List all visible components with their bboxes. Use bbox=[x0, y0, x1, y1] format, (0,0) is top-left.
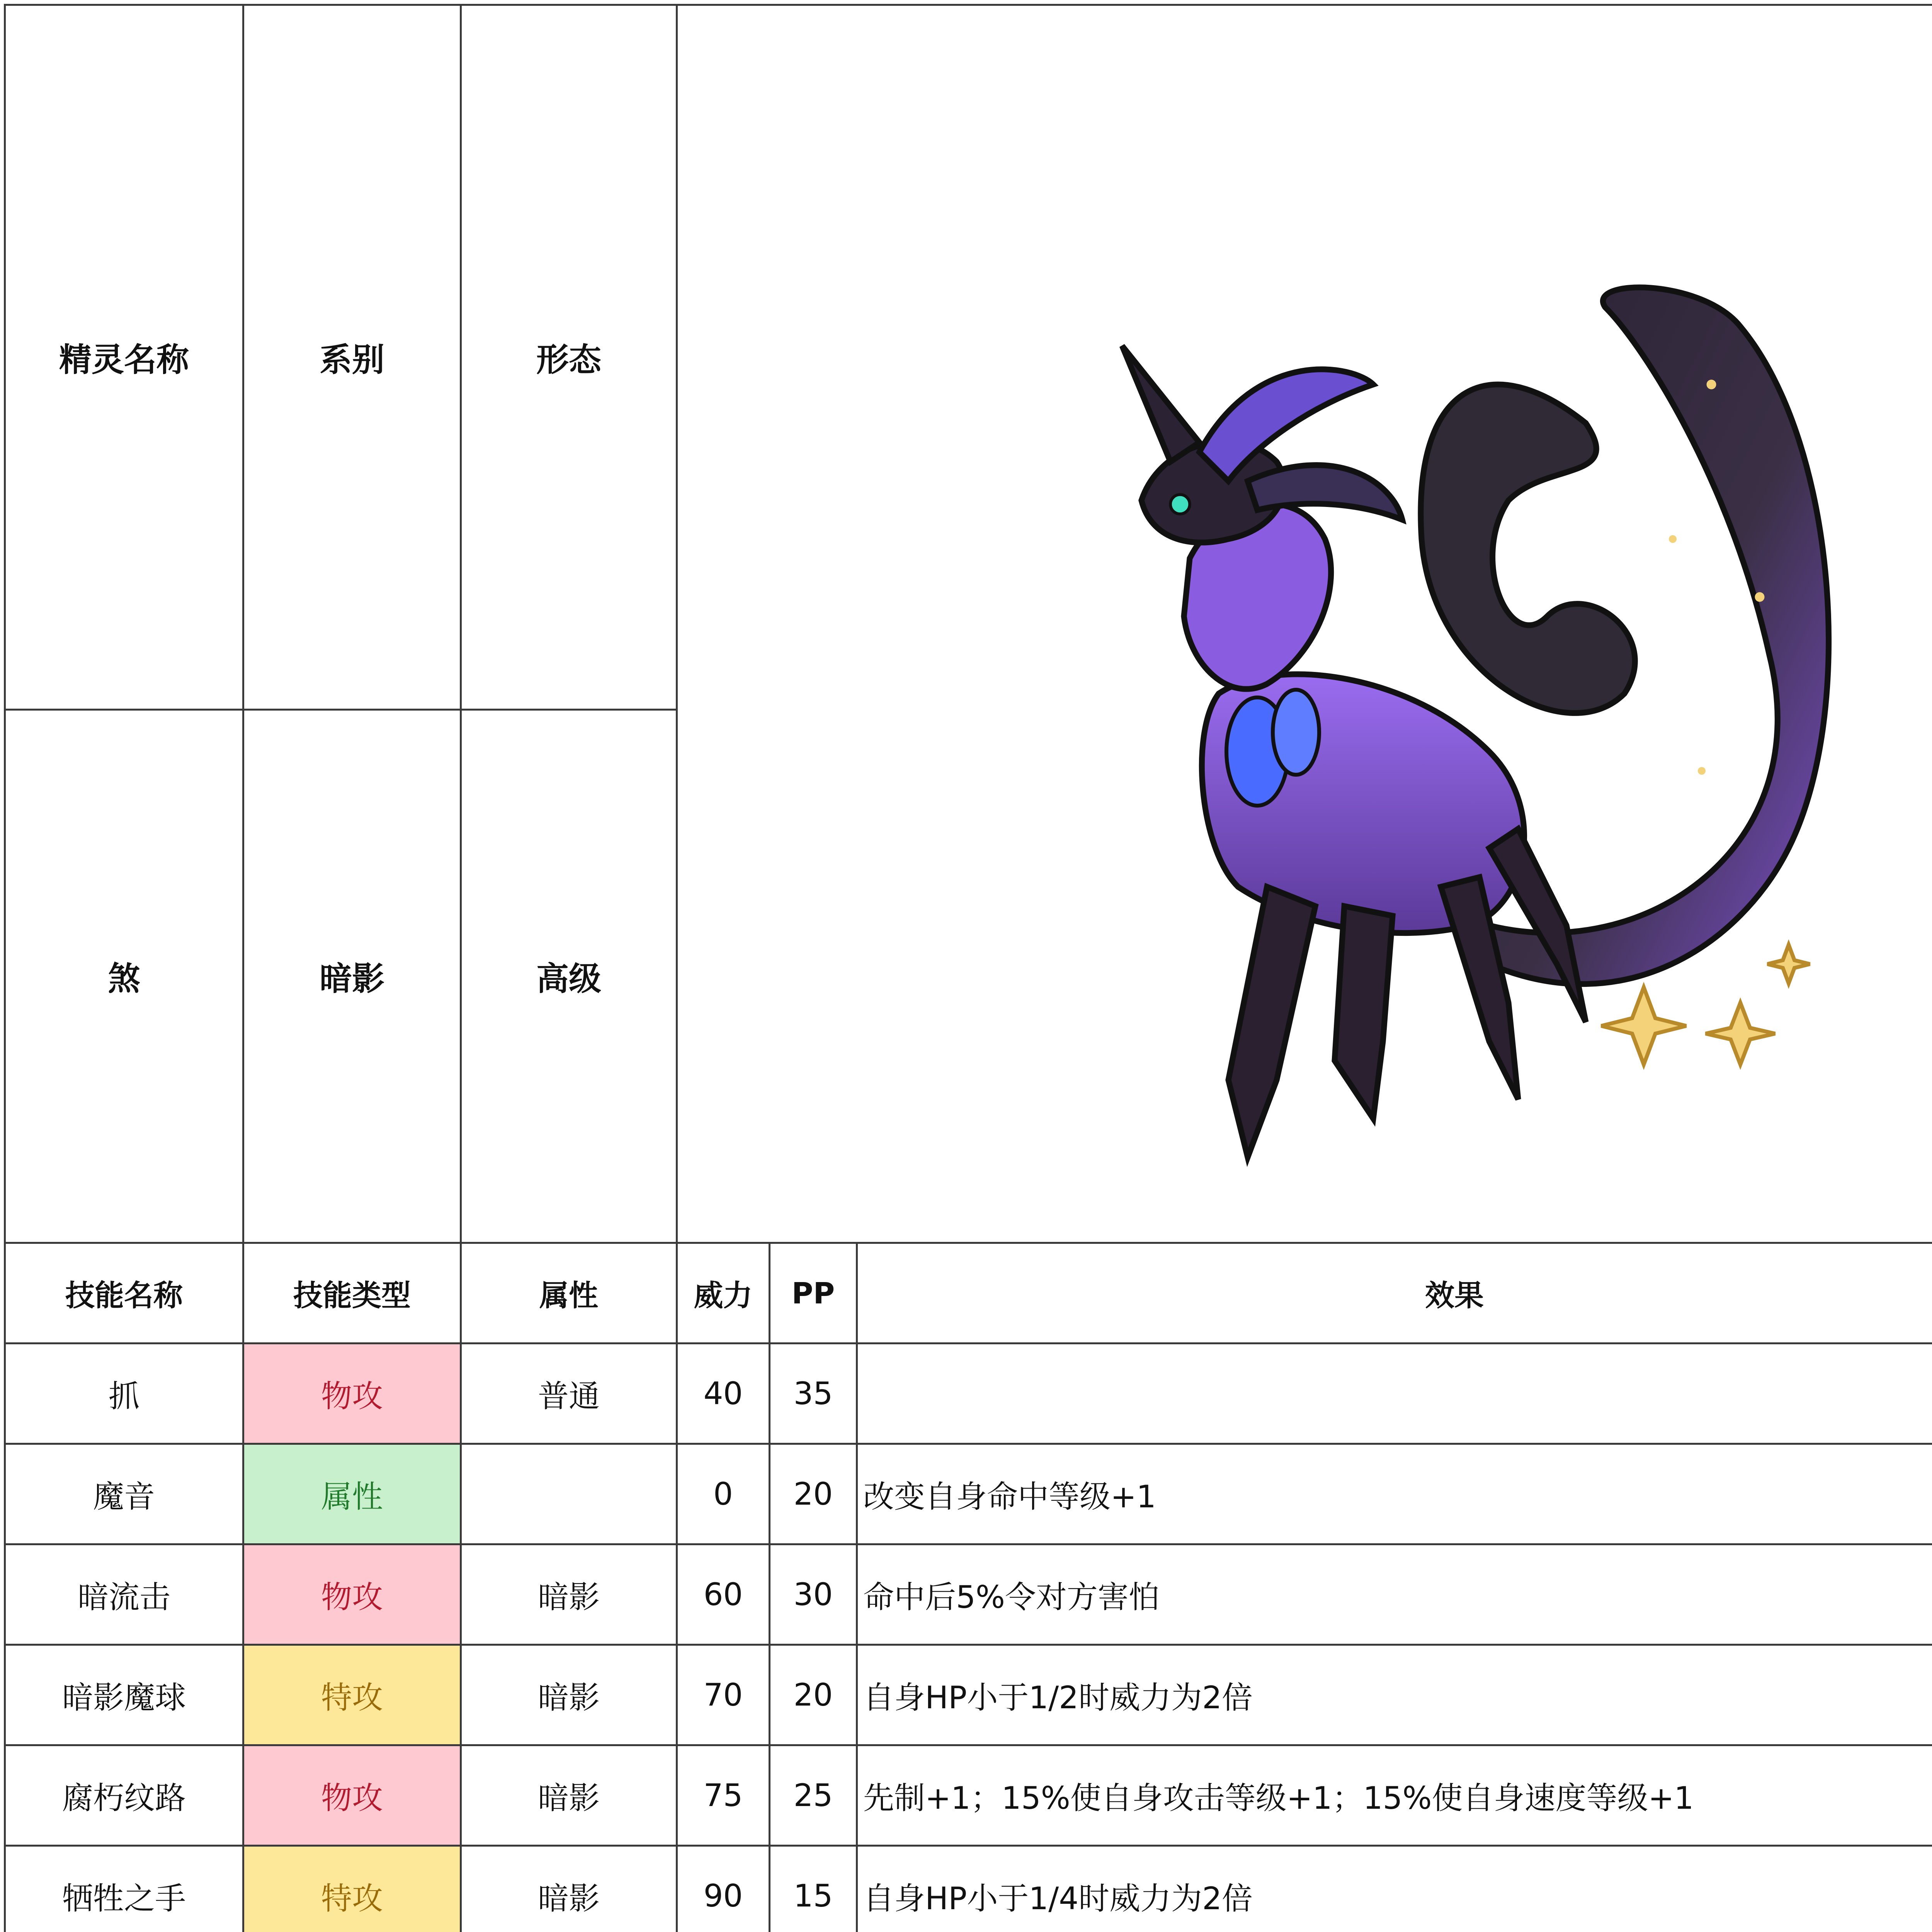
skill-name: 暗流击 bbox=[5, 1544, 243, 1645]
skill-pp: 30 bbox=[770, 1544, 857, 1645]
skill-row bbox=[5, 1846, 1932, 1932]
skill-name: 抓 bbox=[5, 1344, 243, 1444]
skill-effect: 自身HP小于1/2时威力为2倍 bbox=[857, 1645, 1932, 1745]
col-pp: PP bbox=[770, 1243, 857, 1344]
skill-power: 90 bbox=[677, 1846, 770, 1932]
skill-name: 牺牲之手 bbox=[5, 1846, 243, 1932]
skill-element: 暗影 bbox=[461, 1544, 677, 1645]
skill-kind: 物攻 bbox=[243, 1544, 461, 1645]
skill-kind: 特攻 bbox=[243, 1645, 461, 1745]
dark-fox-creature-icon bbox=[1006, 269, 1856, 1177]
spirit-type: 暗影 bbox=[243, 710, 461, 1243]
skill-element bbox=[461, 1444, 677, 1544]
skill-pp: 20 bbox=[770, 1645, 857, 1745]
col-skill-kind: 技能类型 bbox=[243, 1243, 461, 1344]
skill-effect bbox=[857, 1344, 1932, 1444]
skill-kind: 物攻 bbox=[243, 1344, 461, 1444]
skill-name: 腐朽纹路 bbox=[5, 1745, 243, 1846]
skill-pp: 25 bbox=[770, 1745, 857, 1846]
spirit-sheet bbox=[4, 4, 1932, 1932]
col-effect: 效果 bbox=[857, 1243, 1932, 1344]
skill-power: 60 bbox=[677, 1544, 770, 1645]
info-header-row bbox=[5, 5, 1932, 710]
skills-header-row bbox=[5, 1243, 1932, 1344]
skill-pp: 20 bbox=[770, 1444, 857, 1544]
skill-row bbox=[5, 1745, 1932, 1846]
skill-power: 40 bbox=[677, 1344, 770, 1444]
skill-effect: 自身HP小于1/4时威力为2倍 bbox=[857, 1846, 1932, 1932]
skill-effect: 先制+1；15%使自身攻击等级+1；15%使自身速度等级+1 bbox=[857, 1745, 1932, 1846]
header-spirit-name: 精灵名称 bbox=[5, 5, 243, 710]
skill-element: 普通 bbox=[461, 1344, 677, 1444]
skill-name: 魔音 bbox=[5, 1444, 243, 1544]
skill-element: 暗影 bbox=[461, 1745, 677, 1846]
skill-effect: 命中后5%令对方害怕 bbox=[857, 1544, 1932, 1645]
skill-kind: 属性 bbox=[243, 1444, 461, 1544]
skill-kind: 特攻 bbox=[243, 1846, 461, 1932]
skill-kind: 物攻 bbox=[243, 1745, 461, 1846]
skill-row bbox=[5, 1544, 1932, 1645]
header-type: 系别 bbox=[243, 5, 461, 710]
skill-element: 暗影 bbox=[461, 1846, 677, 1932]
skill-list bbox=[5, 1344, 1932, 1932]
skill-pp: 35 bbox=[770, 1344, 857, 1444]
creature-image-cell bbox=[677, 5, 1932, 1243]
skill-element: 暗影 bbox=[461, 1645, 677, 1745]
col-element: 属性 bbox=[461, 1243, 677, 1344]
spirit-table bbox=[4, 4, 1932, 1932]
skill-name: 暗影魔球 bbox=[5, 1645, 243, 1745]
skill-row bbox=[5, 1645, 1932, 1745]
skill-row bbox=[5, 1444, 1932, 1544]
spirit-name: 煞 bbox=[5, 710, 243, 1243]
skill-power: 0 bbox=[677, 1444, 770, 1544]
skill-power: 75 bbox=[677, 1745, 770, 1846]
skill-row bbox=[5, 1344, 1932, 1444]
spirit-form: 高级 bbox=[461, 710, 677, 1243]
col-skill-name: 技能名称 bbox=[5, 1243, 243, 1344]
skill-pp: 15 bbox=[770, 1846, 857, 1932]
col-power: 威力 bbox=[677, 1243, 770, 1344]
skill-effect: 改变自身命中等级+1 bbox=[857, 1444, 1932, 1544]
skill-power: 70 bbox=[677, 1645, 770, 1745]
header-form: 形态 bbox=[461, 5, 677, 710]
